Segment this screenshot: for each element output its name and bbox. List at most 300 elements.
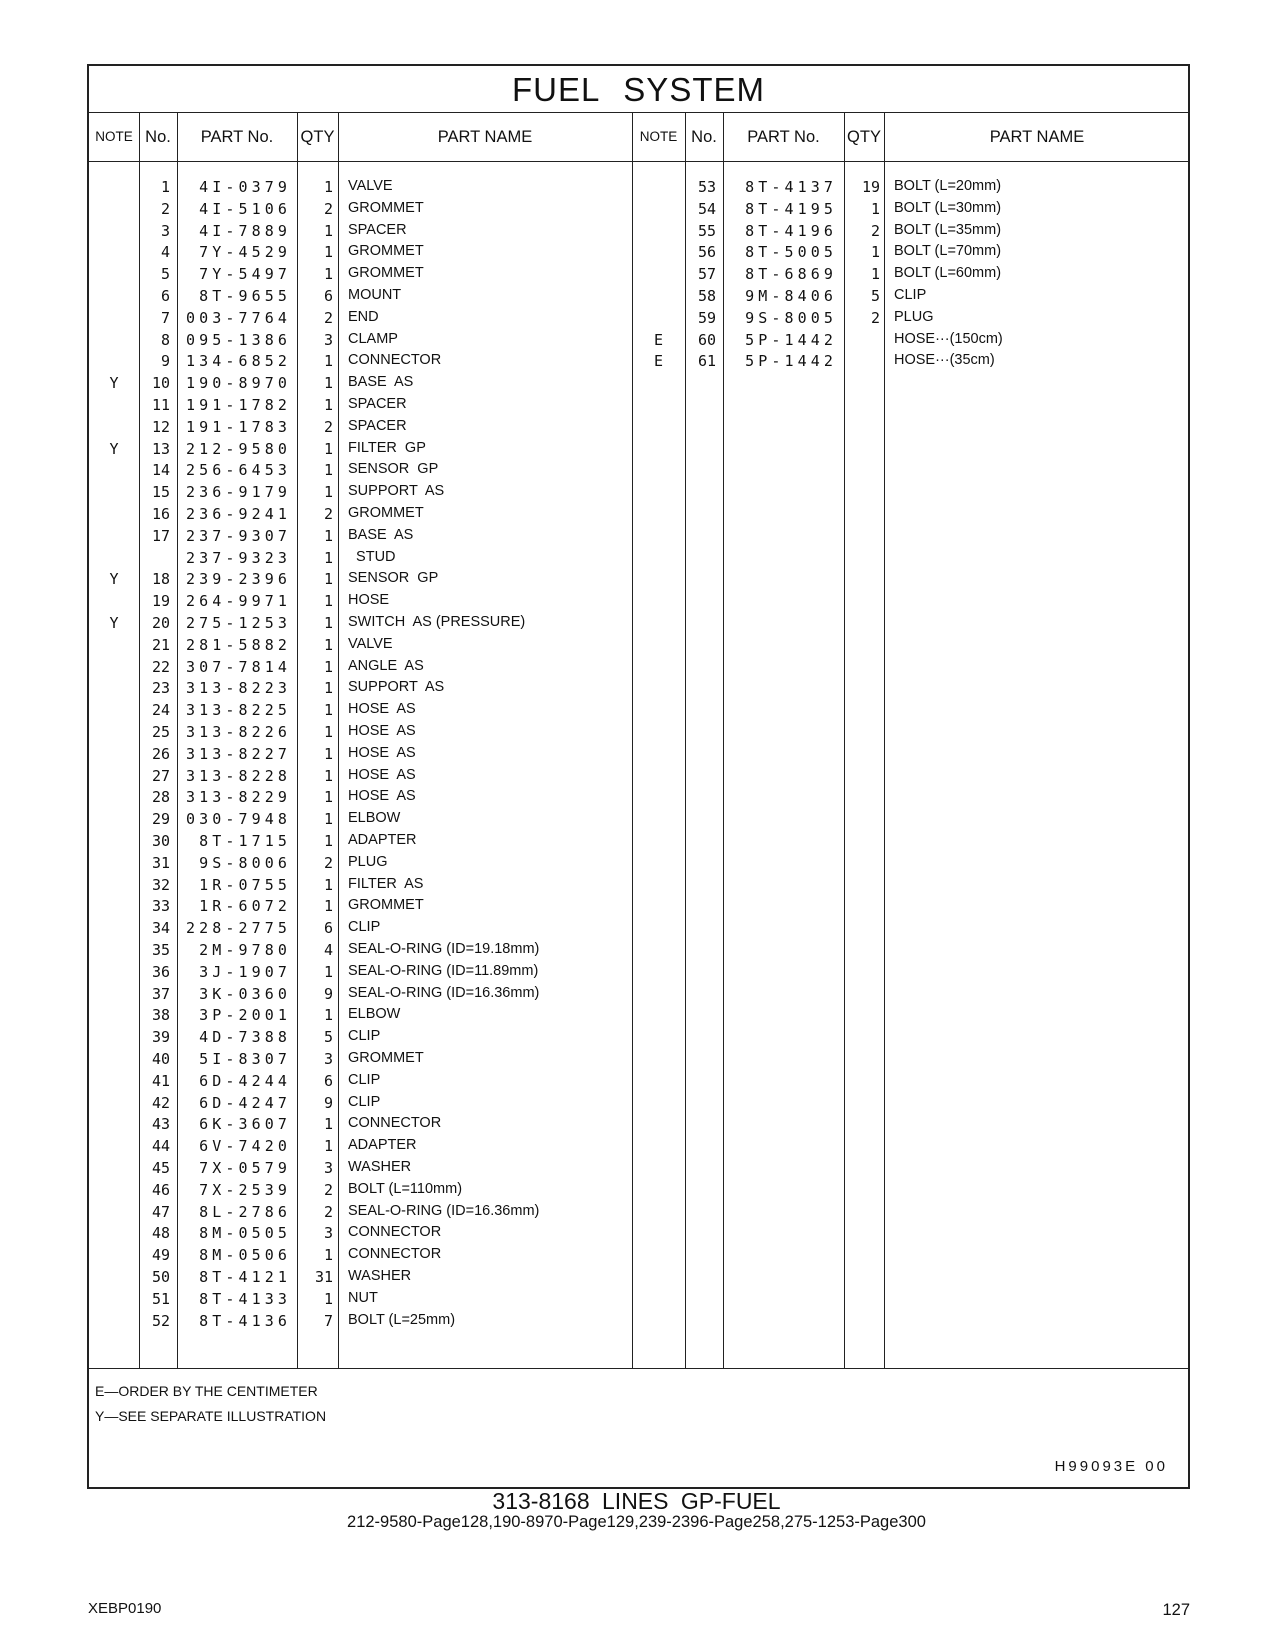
quantity-cell: 1 bbox=[323, 221, 333, 240]
note-cell: Y bbox=[109, 374, 119, 393]
part-name-cell: CLIP bbox=[348, 919, 381, 936]
part-number-cell: 030-7948 bbox=[185, 810, 291, 829]
note-cell bbox=[89, 852, 139, 875]
quantity-cell: 1 bbox=[323, 1246, 333, 1265]
part-name-cell: HOSE···(150cm) bbox=[894, 330, 1003, 347]
note-cell: E bbox=[653, 330, 664, 349]
part-number-cell: 228-2775 bbox=[185, 919, 291, 938]
quantity-cell: 1 bbox=[323, 265, 333, 284]
part-number-cell: 212-9580 bbox=[185, 439, 291, 458]
item-number-cell: 51 bbox=[151, 1289, 170, 1308]
part-number-cell: 281-5882 bbox=[185, 635, 291, 654]
quantity-cell: 3 bbox=[323, 330, 333, 349]
item-number-cell: 20 bbox=[151, 614, 170, 632]
note-cell bbox=[632, 220, 685, 243]
item-number-cell: 12 bbox=[151, 417, 170, 436]
part-name-cell: HOSE···(35cm) bbox=[894, 352, 995, 369]
quantity-cell: 2 bbox=[870, 221, 880, 240]
quantity-cell bbox=[844, 350, 880, 373]
part-number-cell: 275-1253 bbox=[185, 614, 291, 632]
part-number-cell: 313-8229 bbox=[185, 788, 291, 807]
item-number-cell: 39 bbox=[151, 1028, 170, 1047]
note-cell bbox=[89, 1201, 139, 1224]
part-number-cell: 7X-2539 bbox=[199, 1180, 291, 1199]
part-name-cell: CLIP bbox=[894, 287, 927, 303]
item-number-cell: 1 bbox=[160, 178, 170, 196]
note-cell bbox=[632, 263, 685, 286]
note-cell bbox=[89, 394, 139, 417]
quantity-cell: 9 bbox=[323, 1093, 333, 1112]
part-name-cell: BOLT (L=30mm) bbox=[894, 199, 1002, 216]
part-number-cell: 7Y-5497 bbox=[199, 265, 291, 284]
note-cell bbox=[89, 1288, 139, 1311]
note-cell bbox=[89, 307, 139, 330]
part-number-cell: 237-9323 bbox=[185, 548, 291, 567]
part-name-cell: ANGLE AS bbox=[348, 657, 424, 674]
part-number-cell: 4I-7889 bbox=[199, 221, 291, 240]
part-name-cell: STUD bbox=[348, 548, 396, 565]
part-name-cell: NUT bbox=[348, 1289, 378, 1306]
quantity-cell: 2 bbox=[323, 417, 333, 436]
header-part-name: PART NAME bbox=[437, 128, 533, 146]
note-cell: Y bbox=[109, 570, 119, 589]
part-name-cell: BOLT (L=35mm) bbox=[894, 221, 1002, 238]
item-number-cell: 14 bbox=[151, 461, 170, 480]
part-name-cell: MOUNT bbox=[348, 287, 402, 303]
note-cell bbox=[89, 285, 139, 308]
part-number-cell: 307-7814 bbox=[185, 657, 291, 676]
note-cell bbox=[89, 350, 139, 373]
part-name-cell: CONNECTOR bbox=[348, 1246, 442, 1263]
quantity-cell: 31 bbox=[314, 1268, 333, 1286]
note-cell bbox=[89, 329, 139, 352]
part-number-cell: 8T-1715 bbox=[199, 832, 291, 850]
part-name-cell: HOSE AS bbox=[348, 788, 416, 805]
note-cell bbox=[89, 481, 139, 504]
part-name-cell: HOSE AS bbox=[348, 723, 416, 739]
part-number-cell: 095-1386 bbox=[185, 330, 291, 349]
part-number-cell: 236-9241 bbox=[185, 505, 291, 523]
quantity-cell: 5 bbox=[870, 287, 880, 305]
header-part-no: PART No. bbox=[200, 128, 274, 146]
part-name-cell: ADAPTER bbox=[348, 832, 417, 848]
note-cell bbox=[89, 699, 139, 722]
header-qty: QTY bbox=[300, 128, 335, 146]
quantity-cell: 1 bbox=[323, 701, 333, 720]
part-name-cell: FILTER AS bbox=[348, 875, 424, 892]
part-number-cell: 1R-0755 bbox=[199, 875, 291, 894]
part-name-cell: PLUG bbox=[894, 308, 934, 325]
part-number-cell: 237-9307 bbox=[185, 526, 291, 545]
note-cell bbox=[89, 656, 139, 679]
item-number-cell: 56 bbox=[697, 243, 716, 262]
quantity-cell: 1 bbox=[323, 548, 333, 567]
part-number-cell: 191-1783 bbox=[185, 417, 291, 436]
part-name-cell: ADAPTER bbox=[348, 1137, 417, 1154]
quantity-cell: 1 bbox=[323, 1137, 333, 1156]
item-number-cell: 41 bbox=[151, 1071, 170, 1090]
quantity-cell: 2 bbox=[870, 308, 880, 327]
part-number-cell: 7Y-4529 bbox=[199, 243, 291, 262]
quantity-cell: 19 bbox=[861, 178, 880, 196]
note-cell bbox=[89, 1179, 139, 1202]
note-cell bbox=[89, 721, 139, 744]
quantity-cell: 1 bbox=[323, 1115, 333, 1134]
quantity-cell: 2 bbox=[323, 308, 333, 327]
col-divider bbox=[884, 113, 885, 1368]
part-name-cell: SPACER bbox=[348, 396, 407, 412]
part-number-cell: 8M-0506 bbox=[199, 1246, 291, 1265]
part-number-cell: 3J-1907 bbox=[199, 962, 291, 981]
part-number-cell: 003-7764 bbox=[185, 308, 291, 327]
part-name-cell: CONNECTOR bbox=[348, 1224, 442, 1241]
part-name-cell: BASE AS bbox=[348, 374, 414, 391]
item-number-cell: 7 bbox=[160, 308, 170, 327]
part-number-cell: 4I-5106 bbox=[199, 199, 291, 218]
note-cell bbox=[632, 285, 685, 308]
quantity-cell: 1 bbox=[870, 265, 880, 284]
part-number-cell: 6D-4247 bbox=[199, 1093, 291, 1112]
item-number-cell: 16 bbox=[151, 505, 170, 523]
quantity-cell: 2 bbox=[323, 853, 333, 872]
note-cell bbox=[89, 677, 139, 700]
note-cell bbox=[89, 547, 139, 570]
section-title: FUEL SYSTEM bbox=[89, 66, 1188, 113]
item-number-cell: 24 bbox=[151, 701, 170, 720]
part-name-cell: SENSOR GP bbox=[348, 570, 439, 587]
item-number-cell: 23 bbox=[151, 679, 170, 698]
note-cell bbox=[89, 1244, 139, 1267]
part-name-cell: HOSE AS bbox=[348, 766, 416, 783]
legend bbox=[95, 1379, 326, 1429]
quantity-cell: 1 bbox=[323, 875, 333, 894]
quantity-cell: 6 bbox=[323, 919, 333, 938]
item-number-cell: 35 bbox=[151, 941, 170, 959]
quantity-cell: 1 bbox=[323, 679, 333, 698]
note-cell bbox=[89, 1157, 139, 1180]
header-qty: QTY bbox=[847, 128, 881, 146]
note-cell bbox=[89, 525, 139, 548]
part-name-cell: VALVE bbox=[348, 635, 393, 652]
part-name-cell: SENSOR GP bbox=[348, 461, 439, 478]
quantity-cell: 1 bbox=[323, 723, 333, 741]
part-number-cell: 4D-7388 bbox=[199, 1028, 291, 1047]
part-number-cell: 5P-1442 bbox=[745, 352, 837, 371]
item-number-cell: 13 bbox=[151, 439, 170, 458]
part-name-cell: SUPPORT AS bbox=[348, 483, 445, 500]
part-name-cell: BOLT (L=25mm) bbox=[348, 1311, 456, 1328]
part-number-cell: 4I-0379 bbox=[199, 178, 291, 196]
note-cell bbox=[89, 743, 139, 766]
part-name-cell: CLAMP bbox=[348, 330, 398, 347]
quantity-cell: 1 bbox=[323, 614, 333, 632]
col-divider bbox=[338, 113, 339, 1368]
quantity-cell: 1 bbox=[323, 352, 333, 371]
item-number-cell: 48 bbox=[151, 1224, 170, 1243]
note-cell bbox=[632, 307, 685, 330]
note-cell bbox=[89, 1222, 139, 1245]
note-cell bbox=[632, 176, 685, 199]
item-number-cell: 18 bbox=[151, 570, 170, 589]
item-number-cell: 11 bbox=[151, 396, 170, 414]
quantity-cell: 1 bbox=[870, 199, 880, 218]
part-number-cell: 134-6852 bbox=[185, 352, 291, 371]
part-name-cell: HOSE bbox=[348, 592, 390, 609]
part-name-cell: SEAL-O-RING (ID=19.18mm) bbox=[348, 941, 540, 957]
item-number-cell: 2 bbox=[160, 199, 170, 218]
part-name-cell: GROMMET bbox=[348, 243, 424, 260]
item-number-cell: 27 bbox=[151, 766, 170, 785]
part-name-cell: BOLT (L=60mm) bbox=[894, 265, 1002, 282]
page-references: 212-9580-Page128,190-8970-Page129,239-2396-Page258,275-1253-Page300 bbox=[347, 1513, 926, 1531]
item-number-cell: 30 bbox=[151, 832, 170, 850]
item-number-cell: 8 bbox=[160, 330, 170, 349]
part-number-cell: 5P-1442 bbox=[745, 330, 837, 349]
quantity-cell: 4 bbox=[323, 941, 333, 959]
item-number-cell: 19 bbox=[151, 592, 170, 611]
note-cell bbox=[89, 503, 139, 526]
part-number-cell: 313-8225 bbox=[185, 701, 291, 720]
part-name-cell: CLIP bbox=[348, 1093, 381, 1110]
part-number-cell: 7X-0579 bbox=[199, 1159, 291, 1177]
quantity-cell: 7 bbox=[323, 1311, 333, 1330]
note-cell bbox=[89, 765, 139, 788]
part-number-cell: 8T-4121 bbox=[199, 1268, 291, 1286]
item-number-cell: 40 bbox=[151, 1050, 170, 1068]
quantity-cell: 9 bbox=[323, 984, 333, 1003]
note-cell bbox=[89, 1092, 139, 1115]
note-cell bbox=[89, 961, 139, 984]
item-number-cell: 29 bbox=[151, 810, 170, 829]
note-cell: Y bbox=[109, 439, 119, 458]
quantity-cell: 1 bbox=[323, 1006, 333, 1025]
item-number-cell: 47 bbox=[151, 1202, 170, 1221]
quantity-cell: 2 bbox=[323, 1202, 333, 1221]
note-cell bbox=[89, 917, 139, 940]
item-number-cell: 6 bbox=[160, 287, 170, 305]
item-number-cell: 44 bbox=[151, 1137, 170, 1156]
part-name-cell: SUPPORT AS bbox=[348, 679, 445, 696]
part-number-cell: 236-9179 bbox=[185, 483, 291, 502]
item-number-cell: 32 bbox=[151, 875, 170, 894]
part-name-cell: SEAL-O-RING (ID=16.36mm) bbox=[348, 984, 540, 1001]
item-number-cell: 33 bbox=[151, 897, 170, 916]
item-number-cell: 36 bbox=[151, 962, 170, 981]
part-name-cell: GROMMET bbox=[348, 265, 424, 282]
header-part-no: PART No. bbox=[747, 128, 820, 146]
quantity-cell: 1 bbox=[323, 766, 333, 785]
note-cell bbox=[89, 241, 139, 264]
part-number-cell: 313-8223 bbox=[185, 679, 291, 698]
part-name-cell: SPACER bbox=[348, 417, 407, 434]
table-bottom-divider bbox=[89, 1368, 1188, 1369]
part-name-cell: BOLT (L=70mm) bbox=[894, 243, 1002, 260]
item-number-cell: 21 bbox=[151, 635, 170, 654]
quantity-cell: 1 bbox=[870, 243, 880, 262]
part-number-cell: 2M-9780 bbox=[199, 941, 291, 959]
quantity-cell: 1 bbox=[323, 461, 333, 480]
item-number-cell: 52 bbox=[151, 1311, 170, 1330]
note-cell bbox=[89, 459, 139, 482]
part-number-cell: 190-8970 bbox=[185, 374, 291, 393]
item-number-cell: 54 bbox=[697, 199, 716, 218]
item-number-cell: 60 bbox=[697, 330, 716, 349]
quantity-cell: 1 bbox=[323, 526, 333, 545]
quantity-cell: 1 bbox=[323, 657, 333, 676]
part-number-cell: 8T-4137 bbox=[745, 178, 837, 196]
item-number-cell: 5 bbox=[160, 265, 170, 284]
part-number-cell: 9S-8006 bbox=[199, 853, 291, 872]
item-number-cell: 46 bbox=[151, 1180, 170, 1199]
part-number-cell: 6K-3607 bbox=[199, 1115, 291, 1134]
note-cell bbox=[89, 198, 139, 221]
item-number-cell: 31 bbox=[151, 853, 170, 872]
header-note: NOTE bbox=[95, 129, 133, 144]
part-name-cell: GROMMET bbox=[348, 1050, 424, 1066]
part-name-cell: SEAL-O-RING (ID=16.36mm) bbox=[348, 1202, 540, 1219]
part-name-cell: BOLT (L=20mm) bbox=[894, 178, 1002, 194]
note-cell bbox=[89, 1135, 139, 1158]
part-name-cell: SWITCH AS (PRESSURE) bbox=[348, 614, 526, 630]
quantity-cell: 1 bbox=[323, 483, 333, 502]
quantity-cell: 1 bbox=[323, 1289, 333, 1308]
item-number-cell: 58 bbox=[697, 287, 716, 305]
note-cell bbox=[89, 1026, 139, 1049]
note-cell bbox=[89, 263, 139, 286]
part-number-cell: 3K-0360 bbox=[199, 984, 291, 1003]
quantity-cell: 1 bbox=[323, 374, 333, 393]
quantity-cell: 2 bbox=[323, 505, 333, 523]
note-cell bbox=[89, 830, 139, 853]
part-name-cell: END bbox=[348, 308, 379, 325]
item-number-cell: 9 bbox=[160, 352, 170, 371]
legend-item-e: E—ORDER BY THE CENTIMETER bbox=[95, 1383, 318, 1399]
part-name-cell: VALVE bbox=[348, 178, 393, 194]
part-name-cell: ELBOW bbox=[348, 810, 401, 827]
part-number-cell: 313-8228 bbox=[185, 766, 291, 785]
header-part-name: PART NAME bbox=[989, 128, 1085, 146]
part-number-cell: 8T-4195 bbox=[745, 199, 837, 218]
note-cell bbox=[89, 1070, 139, 1093]
part-name-cell: HOSE AS bbox=[348, 701, 416, 718]
drawing-code: H99093E 00 bbox=[1054, 1458, 1168, 1475]
item-number-cell: 49 bbox=[151, 1246, 170, 1265]
part-name-cell: WASHER bbox=[348, 1159, 412, 1175]
item-number-cell: 59 bbox=[697, 308, 716, 327]
part-number-cell: 6V-7420 bbox=[199, 1137, 291, 1156]
header-no: No. bbox=[145, 128, 171, 146]
header-no: No. bbox=[691, 128, 717, 146]
note-cell bbox=[632, 241, 685, 264]
part-number-cell: 191-1782 bbox=[185, 396, 291, 414]
quantity-cell: 2 bbox=[323, 199, 333, 218]
note-cell bbox=[89, 1266, 139, 1289]
quantity-cell: 1 bbox=[323, 962, 333, 981]
part-name-cell: BASE AS bbox=[348, 526, 414, 543]
item-number-cell: 26 bbox=[151, 744, 170, 763]
note-cell bbox=[89, 590, 139, 613]
part-name-cell: CLIP bbox=[348, 1071, 381, 1088]
quantity-cell: 1 bbox=[323, 243, 333, 262]
quantity-cell: 1 bbox=[323, 897, 333, 916]
item-number-cell: 37 bbox=[151, 984, 170, 1003]
quantity-cell: 5 bbox=[323, 1028, 333, 1047]
note-cell bbox=[89, 1048, 139, 1071]
note-cell bbox=[89, 634, 139, 657]
part-name-cell: PLUG bbox=[348, 853, 388, 870]
part-number-cell: 1R-6072 bbox=[199, 897, 291, 916]
note-cell bbox=[89, 1310, 139, 1333]
item-number-cell: 10 bbox=[151, 374, 170, 393]
header-divider bbox=[89, 161, 1188, 162]
item-number-cell: 25 bbox=[151, 723, 170, 741]
part-number-cell: 3P-2001 bbox=[199, 1006, 291, 1025]
part-name-cell: CLIP bbox=[348, 1028, 381, 1045]
quantity-cell: 1 bbox=[323, 592, 333, 611]
group-title: 313-8168 LINES GP-FUEL bbox=[492, 1488, 781, 1514]
item-number-cell: 43 bbox=[151, 1115, 170, 1134]
item-number-cell bbox=[139, 547, 170, 570]
part-number-cell: 8T-6869 bbox=[745, 265, 837, 284]
part-number-cell: 313-8226 bbox=[185, 723, 291, 741]
item-number-cell: 22 bbox=[151, 657, 170, 676]
legend-item-y: Y—SEE SEPARATE ILLUSTRATION bbox=[95, 1408, 327, 1424]
part-name-cell: GROMMET bbox=[348, 897, 424, 914]
part-name-cell: SEAL-O-RING (ID=11.89mm) bbox=[348, 962, 539, 979]
note-cell bbox=[89, 808, 139, 831]
part-name-cell: CONNECTOR bbox=[348, 352, 442, 369]
note-cell bbox=[89, 895, 139, 918]
quantity-cell: 1 bbox=[323, 396, 333, 414]
part-name-cell: FILTER GP bbox=[348, 439, 426, 456]
quantity-cell: 1 bbox=[323, 810, 333, 829]
part-number-cell: 8T-4133 bbox=[199, 1289, 291, 1308]
quantity-cell: 3 bbox=[323, 1050, 333, 1068]
parts-table-frame bbox=[87, 64, 1190, 1489]
quantity-cell: 1 bbox=[323, 788, 333, 807]
part-number-cell: 9M-8406 bbox=[745, 287, 837, 305]
note-cell bbox=[89, 1004, 139, 1027]
document-id: XEBP0190 bbox=[88, 1600, 162, 1617]
header-note: NOTE bbox=[639, 129, 678, 144]
quantity-cell: 6 bbox=[323, 1071, 333, 1090]
note-cell bbox=[632, 198, 685, 221]
quantity-cell: 1 bbox=[323, 439, 333, 458]
part-name-cell: ELBOW bbox=[348, 1006, 401, 1023]
item-number-cell: 45 bbox=[151, 1159, 170, 1177]
item-number-cell: 17 bbox=[151, 526, 170, 545]
part-number-cell: 9S-8005 bbox=[745, 308, 837, 327]
item-number-cell: 15 bbox=[151, 483, 170, 502]
part-number-cell: 8T-9655 bbox=[199, 287, 291, 305]
part-number-cell: 8M-0505 bbox=[199, 1224, 291, 1243]
part-number-cell: 6D-4244 bbox=[199, 1071, 291, 1090]
note-cell: E bbox=[653, 352, 664, 371]
part-number-cell: 239-2396 bbox=[185, 570, 291, 589]
part-number-cell: 264-9971 bbox=[185, 592, 291, 611]
part-name-cell: GROMMET bbox=[348, 199, 424, 216]
quantity-cell: 1 bbox=[323, 744, 333, 763]
note-cell bbox=[89, 416, 139, 439]
part-name-cell: HOSE AS bbox=[348, 744, 416, 761]
quantity-cell: 3 bbox=[323, 1224, 333, 1243]
note-cell bbox=[89, 220, 139, 243]
item-number-cell: 28 bbox=[151, 788, 170, 807]
part-number-cell: 5I-8307 bbox=[199, 1050, 291, 1068]
item-number-cell: 55 bbox=[697, 221, 716, 240]
quantity-cell: 1 bbox=[323, 570, 333, 589]
part-name-cell: GROMMET bbox=[348, 505, 424, 521]
